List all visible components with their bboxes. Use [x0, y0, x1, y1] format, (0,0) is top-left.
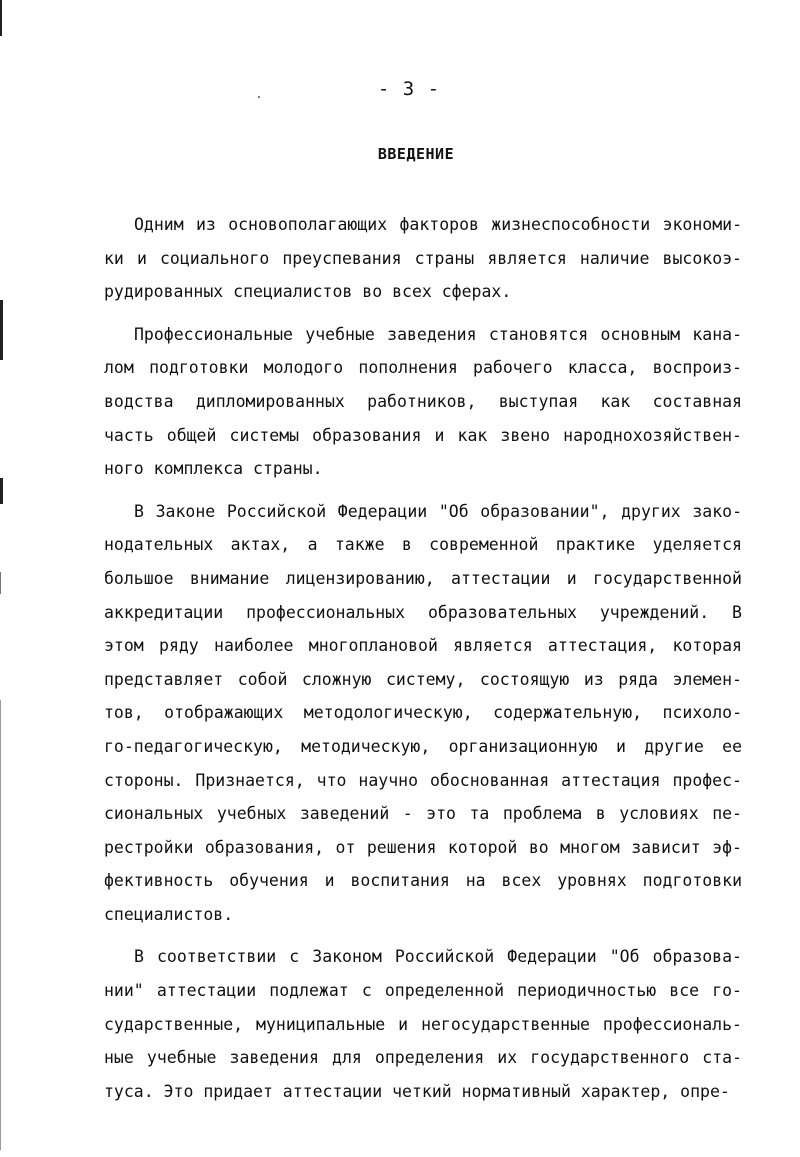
scan-edge-mark: [0, 300, 3, 360]
text-line: ного комплекса страны.: [104, 459, 323, 479]
page-number: - 3 -: [377, 78, 441, 100]
text-line: большое внимание лицензированию, аттестации и государственной: [104, 568, 742, 588]
text-line: специалистов.: [104, 904, 234, 924]
text-line: ки и социального преуспевания страны является наличие высокоэ-: [104, 248, 742, 268]
paragraph: [104, 940, 742, 1108]
text-line: сиональных учебных заведений - это та проблема в условиях пе-: [104, 804, 742, 824]
text-line: тов, отображающих методологическую, содержательную, психоло-: [104, 703, 742, 723]
text-line: В соответствии с Законом Российской Федерации "Об образова-: [134, 947, 742, 967]
text-line: Профессиональные учебные заведения становятся основным кана-: [134, 324, 742, 344]
text-line: водства дипломированных работников, выступая как составная: [104, 391, 742, 411]
scan-edge-mark: [0, 0, 2, 36]
paragraph: [104, 318, 742, 486]
section-title: ВВЕДЕНИЕ: [377, 145, 455, 163]
text-line: этом ряду наиболее многоплановой является аттестация, которая: [104, 636, 742, 656]
text-line: нодательных актах, а также в современной практике уделяется: [104, 535, 742, 555]
text-line: рудированных специалистов во всех сферах.: [104, 282, 512, 302]
text-line: сударственные, муниципальные и негосударственные профессиональ-: [104, 1014, 742, 1034]
scan-edge-mark: [0, 700, 1, 1150]
text-line: фективность обучения и воспитания на всех уровнях подготовки: [104, 871, 742, 891]
text-line: Одним из основополагающих факторов жизнеспособности экономи-: [134, 215, 742, 234]
text-line: рестройки образования, от решения которой во многом зависит эф-: [104, 837, 742, 857]
scan-edge-mark: [0, 572, 1, 594]
paragraph: [104, 208, 742, 309]
paragraph: [104, 495, 742, 932]
document-body: [104, 208, 742, 1117]
text-line: стороны. Признается, что научно обоснованная аттестация профес-: [104, 770, 742, 790]
text-line: го-педагогическую, методическую, организационную и другие ее: [104, 736, 742, 756]
text-line: В Законе Российской Федерации "Об образовании", других зако-: [134, 501, 742, 521]
text-line: ные учебные заведения для определения их государственного ста-: [104, 1048, 742, 1068]
text-line: нии" аттестации подлежат с определенной периодичностью все го-: [104, 981, 742, 1001]
text-line: аккредитации профессиональных образовательных учреждений. В: [104, 602, 742, 622]
text-line: туса. Это придает аттестации четкий нормативный характер, опре-: [104, 1081, 730, 1101]
text-line: представляет собой сложную систему, состоящую из ряда элемен-: [104, 669, 742, 689]
text-line: часть общей системы образования и как звено народнохозяйствен-: [104, 425, 742, 445]
text-line: лом подготовки молодого пополнения рабочего класса, воспроиз-: [104, 358, 742, 378]
scan-edge-mark: [0, 478, 3, 504]
